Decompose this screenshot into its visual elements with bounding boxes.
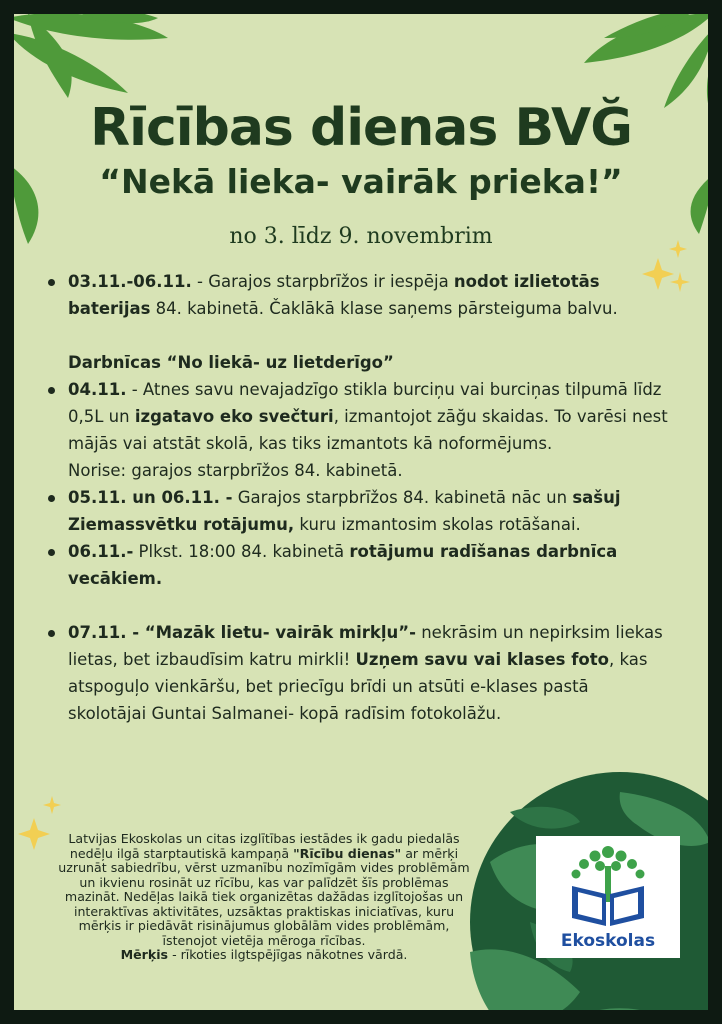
palm-leaf-icon-right [584, 14, 708, 108]
campaign-description [54, 832, 474, 963]
footer-text: Latvijas Ekoskolas un citas izglītības iestādes ik gadu piedalās nedēļu ilgā starptautiskā kampaņā [68, 831, 460, 861]
list-item [42, 268, 672, 322]
item-date: 03.11.-06.11. [68, 272, 192, 291]
item-date: 04.11. [68, 380, 127, 399]
item-note: Norise: garajos starpbrīžos 84. kabinetā. [68, 461, 403, 480]
palm-leaf-icon-left [14, 14, 168, 98]
item-text: , kas atspoguļo vienkāršu, bet priecīgu brīdi un atsūti e-klases pastā skolotājai Guntai Salmanei- kopā radīsim fotokolāžu. [68, 650, 648, 723]
page-title: Rīcības dienas BVĞ [90, 98, 632, 158]
date-range: no 3. līdz 9. novembrim [229, 224, 493, 249]
item-text: Plkst. 18:00 84. kabinetā [133, 542, 350, 561]
list-item [42, 484, 672, 538]
goal-text: - rīkoties ilgtspējīgas nākotnes vārdā. [168, 947, 408, 962]
logo-text: Ekoskolas [560, 931, 656, 951]
list-item [42, 376, 672, 484]
item-date: 06.11.- [68, 542, 134, 561]
activity-list [42, 268, 672, 727]
item-text: , izmantojot zāğu skaidas. To varēsi nest mājās vai atstāt skolā, kas tiks izmantots kā noformējums. [68, 407, 668, 453]
goal-label: Mērķis [120, 947, 169, 962]
item-highlight: Uzņem savu vai klases foto [355, 650, 609, 669]
workshops-heading: Darbnīcas “No liekā- uz lietderīgo” [68, 353, 394, 372]
ekoskolas-logo-icon [568, 842, 648, 928]
list-item [42, 538, 672, 592]
page-subtitle: “Nekā lieka- vairāk prieka!” [99, 162, 623, 201]
item-highlight: nodot izlietotās baterijas [68, 272, 600, 318]
item-text: 84. kabinetā. Čaklākā klase saņems pārsteiguma balvu. [150, 299, 618, 318]
item-text: - Garajos starpbrīžos ir iespēja [191, 272, 454, 291]
ekoskolas-logo [536, 836, 680, 958]
poster [14, 14, 708, 1010]
item-text: nekrāsim un nepirksim liekas lietas, bet izbaudīsim katru mirkli! [68, 623, 663, 669]
item-highlight: rotājumu radīšanas darbnīca vecākiem. [68, 542, 618, 588]
list-item [42, 619, 672, 727]
item-text: kuru izmantosim skolas rotāšanai. [294, 515, 581, 534]
footer-goal [54, 948, 474, 963]
item-date: 05.11. un 06.11. - [68, 488, 233, 507]
item-text: Garajos starpbrīžos 84. kabinetā nāc un [232, 488, 573, 507]
item-text: - Atnes savu nevajadzīgo stikla burciņu vai burciņas tilpumā līdz 0,5L un [68, 380, 662, 426]
item-highlight: izgatavo eko svečturi [134, 407, 334, 426]
footer-highlight: "Rīcību dienas" [293, 845, 402, 861]
item-highlight: sašuj Ziemassvētku rotājumu, [68, 488, 621, 534]
footer-text: ar mērķi uzrunāt sabiedrību, vērst uzmanību nozīmīgām vides problēmām un ikvienu rosināt uz rīcību, kas var palīdzēt šīs problēmas mazināt. Nedēļas laikā tiek organizētas dažādas izglītojošas un interaktīvas aktivitātes, uzsāktas praktiskas iniciatīvas, kuru mērķis ir piedāvāt risinājumus globālām vides problēmām, īstenojot vietēja mēroga rīcības. [58, 845, 470, 948]
item-date: 07.11. - “Mazāk lietu- vairāk mirkļu”- [68, 623, 416, 642]
footer-paragraph [54, 832, 474, 948]
